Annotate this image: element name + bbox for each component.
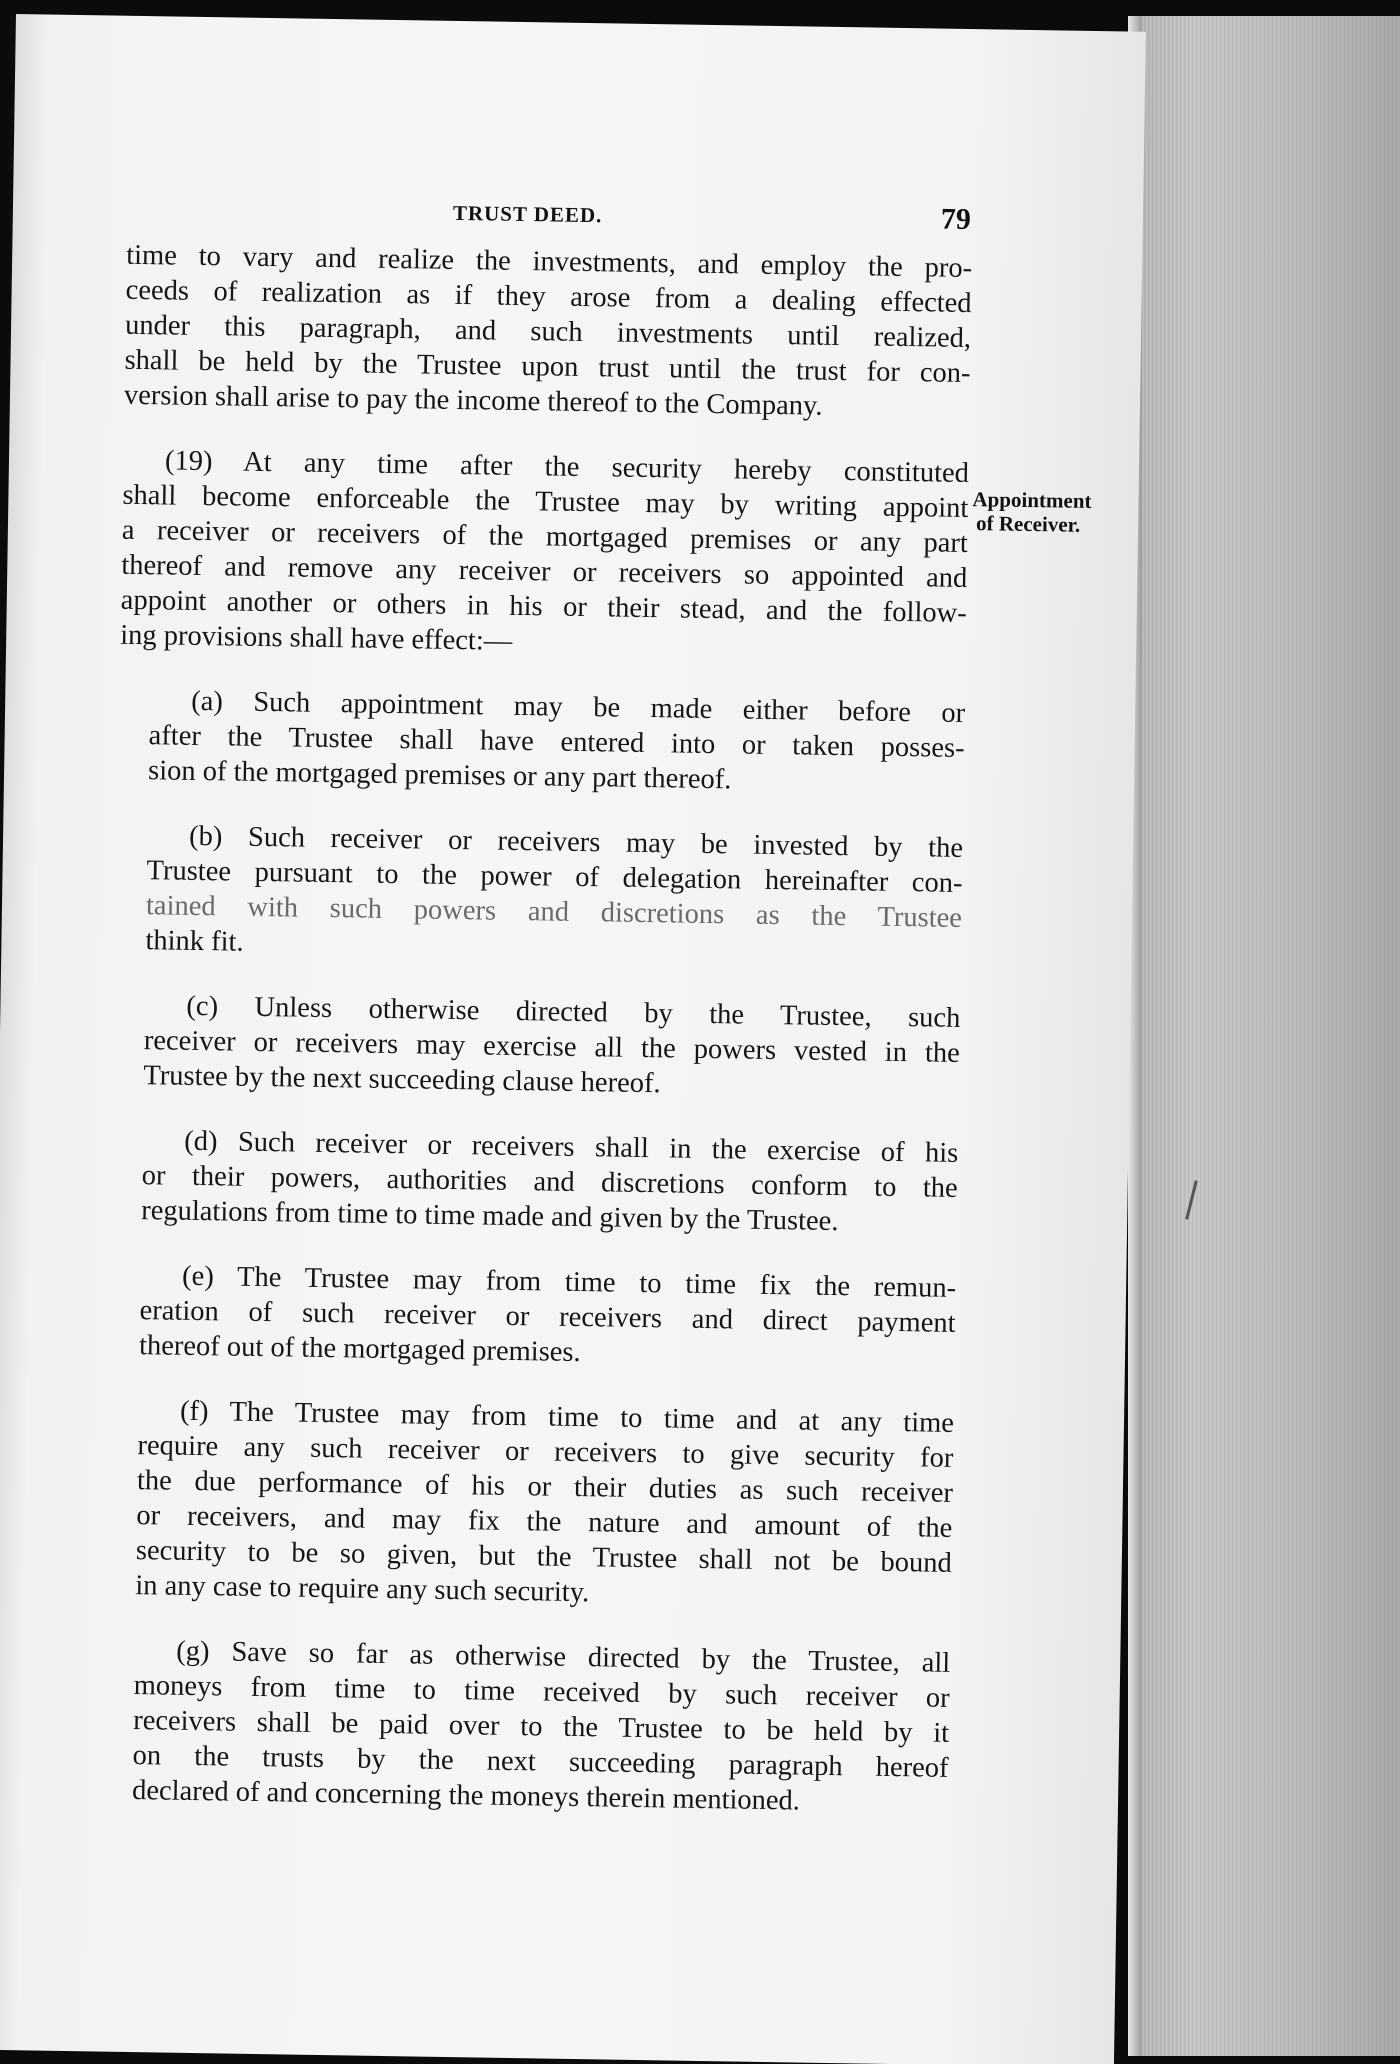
- page-sheet: [0, 14, 1146, 2064]
- text-line: or receivers, and may fix the nature and amount of the: [136, 1500, 953, 1544]
- subparagraph-e: [139, 1258, 957, 1376]
- margin-note-line-1: Appointment: [972, 487, 1092, 513]
- text-line: sion of the mortgaged premises or any part thereof.: [147, 755, 732, 796]
- body-text: [101, 238, 972, 1851]
- text-line: time to vary and realize the investments, and employ the pro-: [125, 239, 973, 285]
- text-line: (e) The Trustee may from time to time fix the remun-: [181, 1260, 957, 1304]
- running-title: TRUST DEED.: [452, 200, 603, 228]
- margin-note-line-2: of Receiver.: [975, 511, 1081, 537]
- text-line: ceeds of realization as if they arose from a dealing effected: [125, 274, 972, 320]
- text-line: Trustee by the next succeeding clause hereof.: [143, 1060, 661, 1100]
- text-line: (g) Save so far as otherwise directed by the Trustee, all: [176, 1635, 951, 1679]
- book-page-edges: [1140, 16, 1400, 2056]
- text-line: (19) At any time after the security hereby constituted: [164, 445, 970, 490]
- text-line: think fit.: [145, 925, 244, 958]
- paragraph-19: [120, 443, 969, 666]
- text-line: ing provisions shall have effect:—: [120, 619, 513, 657]
- text-line: (a) Such appointment may be made either before or: [190, 685, 966, 729]
- text-line: version shall arise to pay the income thereof to the Company.: [123, 379, 823, 422]
- text-line: shall become enforceable the Trustee may by writing appoint: [122, 479, 969, 525]
- margin-note: [972, 487, 1092, 537]
- text-line: regulations from time to time made and given by the Trustee.: [140, 1195, 839, 1238]
- page-number: 79: [940, 202, 972, 237]
- text-line: under this paragraph, and such investments until realized,: [124, 309, 972, 355]
- text-line: (b) Such receiver or receivers may be invested by the: [188, 820, 964, 864]
- text-line: (f) The Trustee may from time to time and at any time: [179, 1395, 955, 1439]
- text-line: receivers shall be paid over to the Trustee to be held by it: [132, 1705, 950, 1749]
- text-line: moneys from time to time received by such receiver or: [133, 1670, 950, 1714]
- text-line: after the Trustee shall have entered into or taken posses-: [148, 720, 965, 764]
- text-line: the due performance of his or their duties as such receiver: [136, 1465, 954, 1509]
- text-line: security to be so given, but the Trustee shall not be bound: [135, 1535, 953, 1579]
- text-line: require any such receiver or receivers to give security for: [137, 1430, 954, 1474]
- subparagraph-f: [135, 1393, 954, 1616]
- text-line: on the trusts by the next succeeding paragraph hereof: [132, 1740, 949, 1784]
- text-line: a receiver or receivers of the mortgaged premises or any part: [121, 514, 969, 560]
- text-line: shall be held by the Trustee upon trust until the trust for con-: [124, 344, 971, 390]
- text-line: Trustee pursuant to the power of delegation hereinafter con-: [146, 855, 963, 899]
- text-line: eration of such receiver or receivers and direct payment: [139, 1295, 956, 1339]
- subparagraph-g: [132, 1633, 951, 1821]
- text-line: thereof and remove any receiver or receivers so appointed and: [121, 549, 968, 595]
- text-line: in any case to require any such security.: [135, 1570, 590, 1609]
- text-line: declared of and concerning the moneys therein mentioned.: [131, 1775, 801, 1817]
- text-line: receiver or receivers may exercise all the powers vested in the: [143, 1025, 961, 1069]
- text-line: appoint another or others in his or their stead, and the follow-: [120, 584, 967, 630]
- text-line: or their powers, authorities and discretions conform to the: [141, 1160, 958, 1204]
- text-line: (c) Unless otherwise directed by the Trustee, such: [186, 990, 961, 1034]
- subparagraph-a: [148, 683, 966, 801]
- subparagraph-c: [143, 988, 961, 1106]
- paragraph-intro: [124, 238, 973, 426]
- subparagraph-b: [145, 818, 963, 971]
- text-line: thereof out of the mortgaged premises.: [138, 1330, 581, 1369]
- text-line: tained with such powers and discretions as the Trustee: [145, 890, 963, 934]
- text-line: (d) Such receiver or receivers shall in the exercise of his: [184, 1125, 959, 1169]
- running-head: [13, 182, 1143, 237]
- subparagraph-d: [141, 1123, 959, 1241]
